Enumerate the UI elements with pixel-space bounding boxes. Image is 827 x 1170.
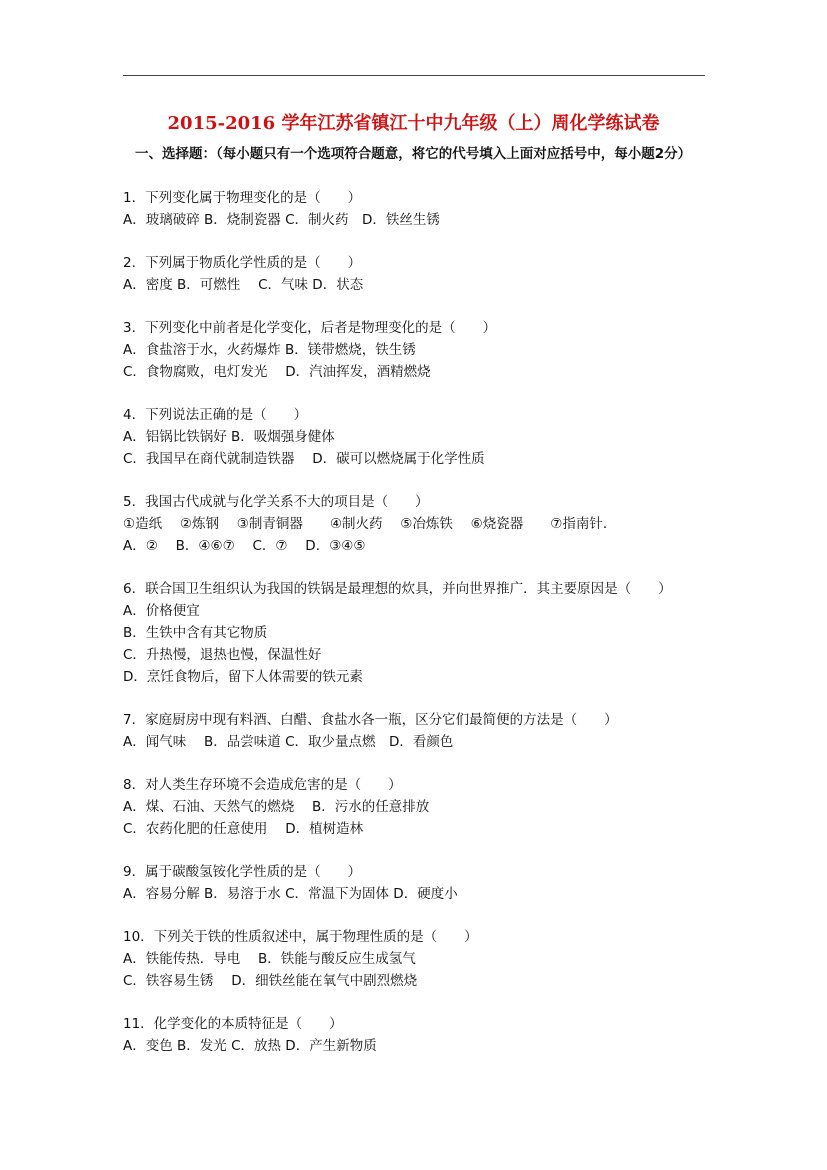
question-items: ①造纸 ②炼钢 ③制青铜器 ④制火药 ⑤冶炼铁 ⑥烧瓷器 ⑦指南针． <box>123 516 617 532</box>
question-stem: 11．化学变化的本质特征是（ ） <box>123 1016 343 1032</box>
question-option-b: B．生铁中含有其它物质 <box>123 625 268 641</box>
question-6 <box>123 578 713 688</box>
question-stem: 10．下列关于铁的性质叙述中，属于物理性质的是（ ） <box>123 929 478 945</box>
page-title: 2015-2016 学年江苏省镇江十中九年级（上）周化学练试卷 <box>167 113 660 134</box>
question-options: C．食物腐败，电灯发光 D．汽油挥发，酒精燃烧 <box>123 364 431 380</box>
question-options: A．变色 B．发光 C．放热 D．产生新物质 <box>123 1038 377 1054</box>
question-2 <box>123 252 713 296</box>
question-options: A．闻气味 B．品尝味道 C．取少量点燃 D．看颜色 <box>123 734 454 750</box>
question-3 <box>123 317 713 383</box>
question-options: C．我国早在商代就制造铁器 D．碳可以燃烧属于化学性质 <box>123 451 485 467</box>
question-stem: 4．下列说法正确的是（ ） <box>123 407 308 423</box>
question-stem: 5．我国古代成就与化学关系不大的项目是（ ） <box>123 494 429 510</box>
question-options: C．农药化肥的任意使用 D．植树造林 <box>123 821 364 837</box>
question-stem: 7．家庭厨房中现有料酒、白醋、食盐水各一瓶，区分它们最简便的方法是（ ） <box>123 712 618 728</box>
question-option-c: C．升热慢，退热也慢，保温性好 <box>123 647 322 663</box>
question-options: A．② B．④⑥⑦ C．⑦ D．③④⑤ <box>123 538 366 554</box>
question-11 <box>123 1013 713 1057</box>
question-stem: 8．对人类生存环境不会造成危害的是（ ） <box>123 777 402 793</box>
question-7 <box>123 709 713 753</box>
question-option-a: A．价格便宜 <box>123 603 200 619</box>
question-10 <box>123 926 713 992</box>
question-options: A．密度 B．可燃性 C．气味 D．状态 <box>123 277 364 293</box>
question-options: A．煤、石油、天然气的燃烧 B．污水的任意排放 <box>123 799 430 815</box>
question-option-d: D．烹饪食物后，留下人体需要的铁元素 <box>123 669 363 685</box>
question-options: A．食盐溶于水，火药爆炸 B．镁带燃烧，铁生锈 <box>123 342 416 358</box>
question-list <box>123 187 713 1078</box>
question-1 <box>123 187 713 231</box>
question-options: A．玻璃破碎 B．烧制瓷器 C．制火药 D．铁丝生锈 <box>123 212 440 228</box>
section-heading: 一、选择题：（每小题只有一个选项符合题意，将它的代号填入上面对应括号中，每小题2分） <box>135 146 692 162</box>
question-options: A．铝锅比铁锅好 B．吸烟强身健体 <box>123 429 335 445</box>
question-stem: 6．联合国卫生组织认为我国的铁锅是最理想的炊具，并向世界推广．其主要原因是（ ） <box>123 581 672 597</box>
question-stem: 2．下列属于物质化学性质的是（ ） <box>123 255 362 271</box>
question-options: A．容易分解 B．易溶于水 C．常温下为固体 D．硬度小 <box>123 886 458 902</box>
question-9 <box>123 861 713 905</box>
header-rule <box>123 75 705 76</box>
question-options: A．铁能传热．导电 B．铁能与酸反应生成氢气 <box>123 951 416 967</box>
question-stem: 3．下列变化中前者是化学变化，后者是物理变化的是（ ） <box>123 320 497 336</box>
question-stem: 1．下列变化属于物理变化的是（ ） <box>123 190 362 206</box>
question-stem: 9．属于碳酸氢铵化学性质的是（ ） <box>123 864 362 880</box>
question-4 <box>123 404 713 470</box>
question-5 <box>123 491 713 557</box>
question-8 <box>123 774 713 840</box>
question-options: C．铁容易生锈 D．细铁丝能在氧气中剧烈燃烧 <box>123 973 418 989</box>
